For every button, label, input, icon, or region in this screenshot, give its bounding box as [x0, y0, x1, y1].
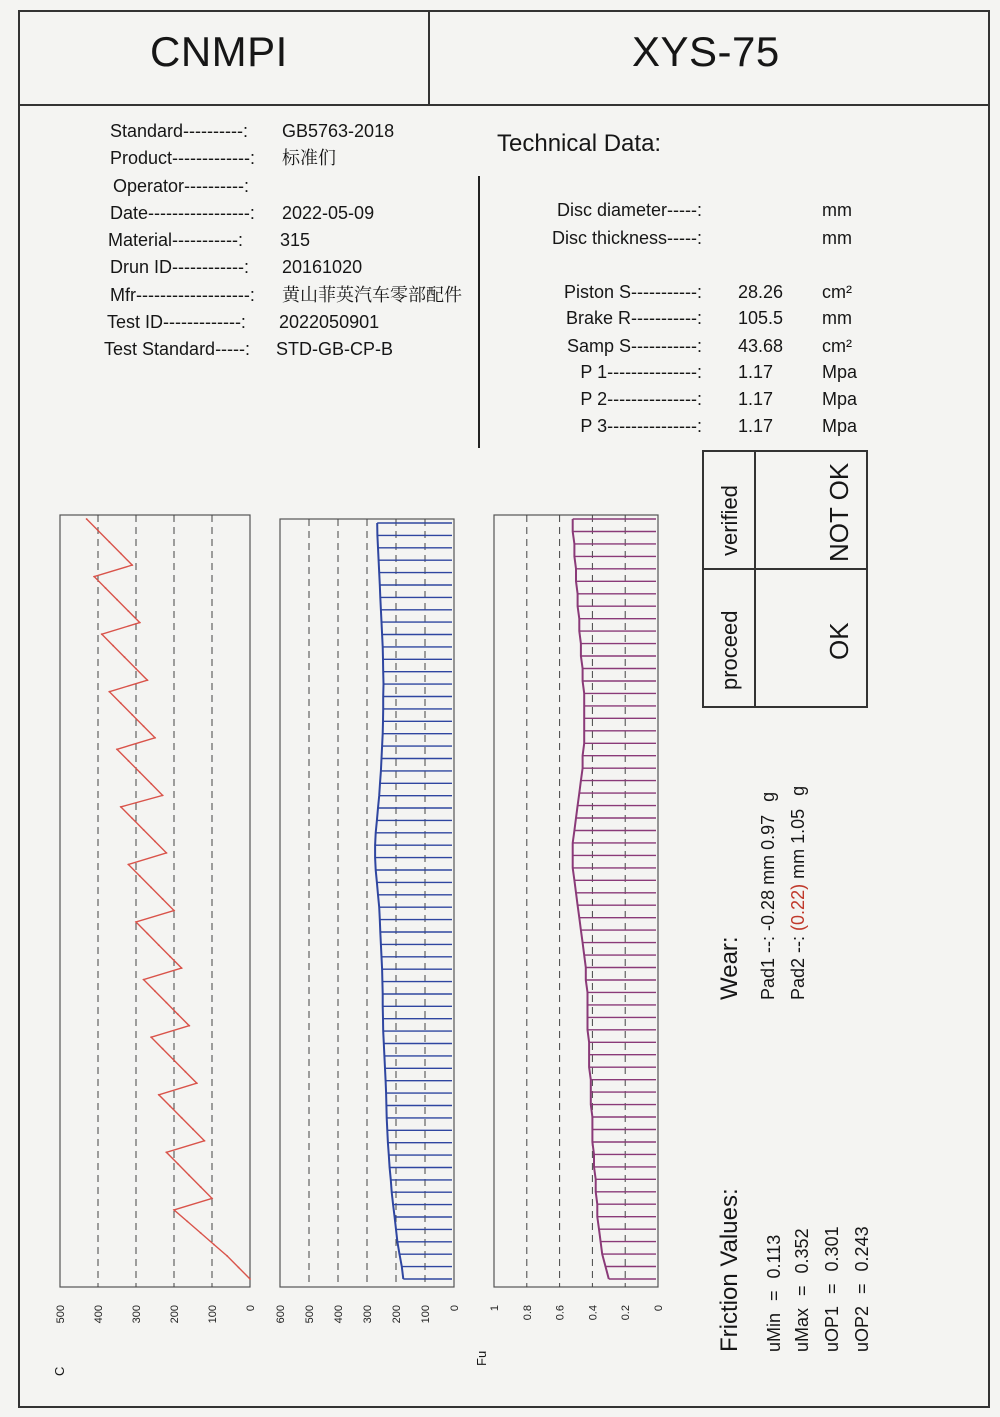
pad2-mass-unit: g [788, 785, 808, 796]
teststd-value: STD-GB-CP-B [276, 339, 393, 360]
material-value: 315 [280, 230, 311, 251]
temperature-chart-point [181, 967, 183, 969]
temperature-chart-point [93, 576, 95, 578]
temperature-chart-plot-frame [60, 515, 250, 1287]
temperature-chart-point [135, 921, 137, 923]
info-row-date [104, 200, 484, 227]
pad2-mass: 1.05 [788, 808, 808, 844]
friction-eq: = [822, 1283, 842, 1294]
temperature-chart-point [185, 1071, 187, 1073]
temperature-chart-tick-label: 200 [169, 1305, 181, 1324]
force-chart-tick-label: 100 [420, 1305, 432, 1324]
info-row-mfr [104, 282, 484, 309]
info-row-standard [104, 118, 484, 145]
wear-title: Wear: [716, 936, 743, 1000]
pad2-unit: mm [788, 848, 808, 879]
temperature-chart-point [196, 1082, 198, 1084]
temperature-chart-point [200, 1232, 202, 1234]
date-value: 2022-05-09 [282, 202, 375, 223]
info-row-material [104, 227, 484, 254]
temperature-chart-point [143, 829, 145, 831]
operator-label: Operator----------: [113, 175, 249, 196]
pad1-mass-unit: g [758, 791, 778, 802]
tech-label: Brake R-----------: [566, 308, 702, 328]
teststd-label: Test Standard-----: [104, 339, 251, 360]
temperature-chart-point [128, 760, 130, 762]
friction-chart-tick-label: 0.4 [587, 1305, 600, 1321]
header-left-title: CNMPI [150, 28, 288, 75]
tech-unit: mm [822, 308, 852, 328]
temperature-chart-point [162, 795, 164, 797]
temperature-chart-point [154, 990, 156, 992]
wear-pad2-row [788, 786, 809, 1000]
temperature-chart-point [131, 818, 133, 820]
tech-label: Samp S-----------: [567, 336, 702, 356]
tech-unit: mm [822, 228, 852, 248]
temperature-chart-point [249, 1278, 251, 1280]
info-row-testid [104, 309, 484, 336]
friction-row [822, 1226, 843, 1352]
tech-unit: Mpa [822, 389, 858, 409]
temperature-chart-point [128, 610, 130, 612]
pad2-label: Pad2 --: [788, 935, 808, 1000]
temperature-chart-point [116, 599, 118, 601]
force-chart-svg [266, 505, 461, 1335]
tech-label: P 1---------------: [580, 362, 702, 382]
temperature-chart-tick-label: 300 [131, 1305, 143, 1324]
temperature-chart-svg [40, 505, 255, 1335]
temperature-chart-point [120, 702, 122, 704]
temperature-chart-point [158, 944, 160, 946]
tech-value: 1.17 [738, 416, 774, 436]
temperature-chart-point [143, 979, 145, 981]
drun-label: Drun ID------------: [110, 257, 249, 278]
friction-row [792, 1228, 813, 1352]
temperature-chart-point [131, 564, 133, 566]
product-value: 标准们 [282, 148, 336, 169]
temperature-chart-point [177, 1163, 179, 1165]
standard-value: GB5763-2018 [282, 121, 395, 141]
proceed-label: proceed [717, 610, 742, 690]
temperature-chart-point [154, 737, 156, 739]
chart1-x-label: C [52, 1366, 67, 1376]
temperature-chart-point [139, 622, 141, 624]
tech-label: P 2---------------: [580, 389, 702, 409]
temperature-chart-point [124, 656, 126, 658]
friction-eq: = [792, 1285, 812, 1296]
temperature-chart-point [150, 887, 152, 889]
drun-value: 20161020 [282, 257, 363, 278]
friction-label: uMax [792, 1307, 812, 1352]
temperature-chart-point [109, 691, 111, 693]
tech-unit: mm [822, 200, 852, 220]
tech-unit: Mpa [822, 416, 858, 436]
temperature-chart-point [147, 679, 149, 681]
friction-chart-svg [480, 505, 670, 1335]
pad1-unit: mm [758, 854, 778, 885]
force-chart-tick-label: 600 [275, 1305, 287, 1324]
info-row-product [104, 145, 484, 172]
chart2-x-label: Fu [474, 1350, 489, 1366]
friction-row [764, 1235, 785, 1352]
tech-value: 105.5 [738, 308, 784, 328]
temperature-chart-point [166, 1002, 168, 1004]
tech-value: 1.17 [738, 362, 774, 382]
header-vertical-divider [428, 10, 430, 105]
temperature-chart-point [120, 553, 122, 555]
signature-divider-h [704, 568, 866, 570]
info-row-operator [104, 173, 484, 200]
force-chart-tick-label: 500 [304, 1305, 316, 1324]
temperature-chart-point [116, 748, 118, 750]
friction-eq: = [764, 1290, 784, 1301]
temperature-chart-point [150, 783, 152, 785]
temperature-chart-point [139, 875, 141, 877]
tech-unit: Mpa [822, 362, 858, 382]
temperature-chart-point [181, 1117, 183, 1119]
force-chart [266, 505, 461, 1335]
temperature-chart-point [169, 956, 171, 958]
temperature-chart-point [105, 587, 107, 589]
material-label: Material-----------: [108, 230, 243, 251]
wear-pad1-row [758, 792, 779, 1000]
temperature-chart-tick-label: 400 [93, 1305, 105, 1324]
header-right-title: XYS-75 [632, 28, 780, 75]
temperature-chart-point [166, 852, 168, 854]
temperature-chart-point [200, 1186, 202, 1188]
tech-value: 43.68 [738, 336, 784, 356]
temperature-chart-point [97, 530, 99, 532]
testid-value: 2022050901 [279, 312, 380, 333]
force-chart-envelope [375, 523, 403, 1279]
pad2-value: (0.22) [788, 883, 808, 931]
temperature-chart-point [109, 541, 111, 543]
force-chart-tick-label: 300 [362, 1305, 374, 1324]
tech-label: Disc thickness-----: [551, 228, 702, 248]
temperature-chart-point [177, 1013, 179, 1015]
temperature-chart-point [169, 1105, 171, 1107]
temperature-chart-point [192, 1128, 194, 1130]
temperature-chart-tick-label: 500 [55, 1305, 67, 1324]
technical-table [480, 200, 900, 440]
temperature-chart-point [173, 1059, 175, 1061]
header-divider [18, 104, 990, 106]
temperature-chart-point [188, 1175, 190, 1177]
temperature-chart-point [154, 841, 156, 843]
temperature-chart-point [101, 633, 103, 635]
signature-divider-v [754, 452, 756, 706]
force-chart-tick-label: 400 [333, 1305, 345, 1324]
friction-value: 0.352 [792, 1228, 812, 1274]
friction-eq: = [852, 1283, 872, 1294]
temperature-chart-point [173, 910, 175, 912]
temperature-chart-point [143, 725, 145, 727]
temperature-chart-tick-label: 100 [207, 1305, 219, 1324]
mfr-label: Mfr-------------------: [110, 284, 255, 305]
temperature-chart-point [158, 1094, 160, 1096]
pad1-mass: 0.97 [758, 814, 778, 850]
friction-chart-tick-label: 0.6 [554, 1305, 567, 1321]
temperature-chart-point [162, 1048, 164, 1050]
friction-chart-tick-label: 0 [653, 1305, 665, 1312]
temperature-chart-point [166, 1151, 168, 1153]
temperature-chart-point [131, 714, 133, 716]
tech-value: 1.17 [738, 389, 774, 409]
temperature-chart-point [226, 1255, 228, 1257]
friction-label: uMin [764, 1312, 784, 1352]
friction-label: uOP2 [852, 1305, 872, 1352]
temperature-chart [40, 505, 255, 1335]
tech-value: 28.26 [738, 282, 784, 302]
temperature-chart-point [150, 1036, 152, 1038]
force-chart-tick-label: 0 [449, 1305, 461, 1312]
temperature-chart-series-line [87, 519, 250, 1279]
verified-label: verified [717, 485, 742, 556]
friction-chart-tick-label: 0.2 [620, 1305, 633, 1321]
friction-chart [480, 505, 670, 1335]
pad1-label: Pad1 --: [758, 935, 778, 1000]
temperature-chart-point [204, 1140, 206, 1142]
friction-label: uOP1 [822, 1305, 842, 1352]
tech-unit: cm² [822, 282, 852, 302]
date-label: Date-----------------: [110, 202, 255, 223]
friction-title: Friction Values: [716, 1188, 743, 1352]
temperature-chart-point [139, 771, 141, 773]
tech-label: Disc diameter-----: [556, 200, 702, 220]
temperature-chart-point [211, 1198, 213, 1200]
temperature-chart-tick-label: 0 [245, 1305, 257, 1312]
friction-value: 0.113 [764, 1234, 784, 1279]
friction-chart-tick-label: 0.8 [521, 1305, 534, 1321]
friction-value: 0.243 [852, 1226, 872, 1272]
temperature-chart-point [120, 806, 122, 808]
temperature-chart-point [188, 1025, 190, 1027]
temperature-chart-point [112, 645, 114, 647]
product-label: Product-------------: [110, 148, 255, 169]
technical-title: Technical Data: [497, 130, 662, 157]
temperature-chart-point [238, 1267, 240, 1269]
temperature-chart-point [147, 933, 149, 935]
testid-label: Test ID-------------: [107, 312, 246, 333]
temperature-chart-point [213, 1244, 215, 1246]
temperature-chart-point [186, 1221, 188, 1223]
info-row-teststd [104, 336, 484, 363]
tech-label: P 3---------------: [580, 416, 702, 436]
tech-label: Piston S-----------: [564, 282, 702, 302]
standard-label: Standard----------: [110, 121, 248, 141]
mfr-value: 黄山菲英汽车零部配件 [282, 284, 462, 305]
friction-value: 0.301 [822, 1226, 842, 1272]
temperature-chart-point [135, 668, 137, 670]
friction-chart-envelope [573, 519, 609, 1279]
temperature-chart-point [173, 1209, 175, 1211]
temperature-chart-point [162, 898, 164, 900]
not-ok-label: NOT OK [824, 462, 854, 562]
tech-unit: cm² [822, 336, 852, 356]
ok-label: OK [824, 622, 854, 660]
temperature-chart-point [128, 864, 130, 866]
temperature-chart-point [86, 518, 88, 520]
info-row-drun [104, 254, 484, 281]
pad1-value: -0.28 [758, 889, 778, 931]
friction-chart-tick-label: 1 [489, 1305, 501, 1312]
signature-box [702, 450, 868, 708]
force-chart-tick-label: 200 [391, 1305, 403, 1324]
friction-row [852, 1226, 873, 1352]
info-block [104, 118, 484, 364]
